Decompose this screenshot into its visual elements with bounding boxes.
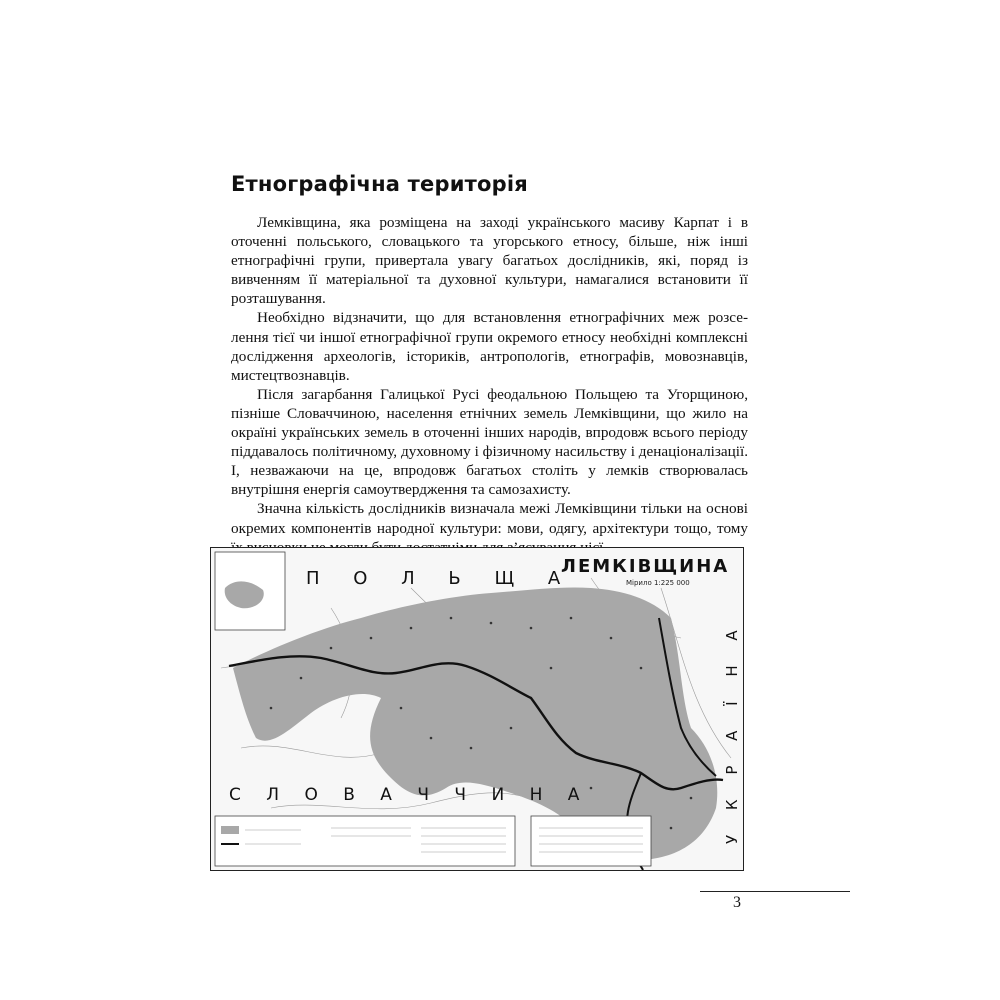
- label-slovakia: С Л О В А Ч Ч И Н А: [229, 785, 590, 805]
- legend-box: [215, 816, 515, 866]
- body-text: [231, 213, 748, 557]
- map-svg: [211, 548, 743, 870]
- map-scale: Мірило 1:225 000: [626, 579, 690, 587]
- paragraph-2: Необхідно відзначити, що для встановлення етнографічних меж розселення тієї чи іншої етнографічної групи окремого етносу необхідні комплексні дослідження археологів, істориків, антропологів, етнографів, мовознавців, мистецтвознавців.: [231, 309, 748, 384]
- legend-swatch: [221, 826, 239, 834]
- lemko-map-figure: [210, 547, 744, 871]
- credits-box: [531, 816, 651, 866]
- label-poland: П О Л Ь Щ А: [306, 568, 575, 589]
- paragraph-1: Лемківщина, яка розміщена на заході українського масиву Карпат і в оточенні польського, словацького та угорського етносу, більше, ніж інші етнографічні групи, привертала увагу багатьох дослідників, які, поряд із вивченням її матеріальної та духовної культури, намагалися встановити її розташування.: [231, 214, 748, 308]
- section-heading: Етнографічна територія: [231, 172, 528, 196]
- label-ukraine: У К Р А Ї Н А: [723, 620, 741, 844]
- map-title: ЛЕМКІВЩИНА: [561, 556, 730, 577]
- footer-rule: [700, 891, 850, 892]
- paragraph-4: Значна кількість дослідників визначала межі Лемківщини тільки на основі окремих компонентів народної культури: мови, одягу, архітектури тощо, тому: [231, 500, 748, 537]
- page-number: 3: [733, 894, 741, 911]
- paragraph-3: Після загарбання Галицької Русі феодальною Польщею та Угорщиною, пізніше Словаччиною, населення етнічних земель Лемківщини, що жило на окраїні українських земель в оточенні інших народів, впродовж всього періоду піддавалось політичному, духовному і фізичному насильству і денаціоналізації. І, незважаючи на це, впродовж багатьох століть у лемків створювалась внутрішня енергія самоутвердження та самозахисту.: [231, 385, 748, 499]
